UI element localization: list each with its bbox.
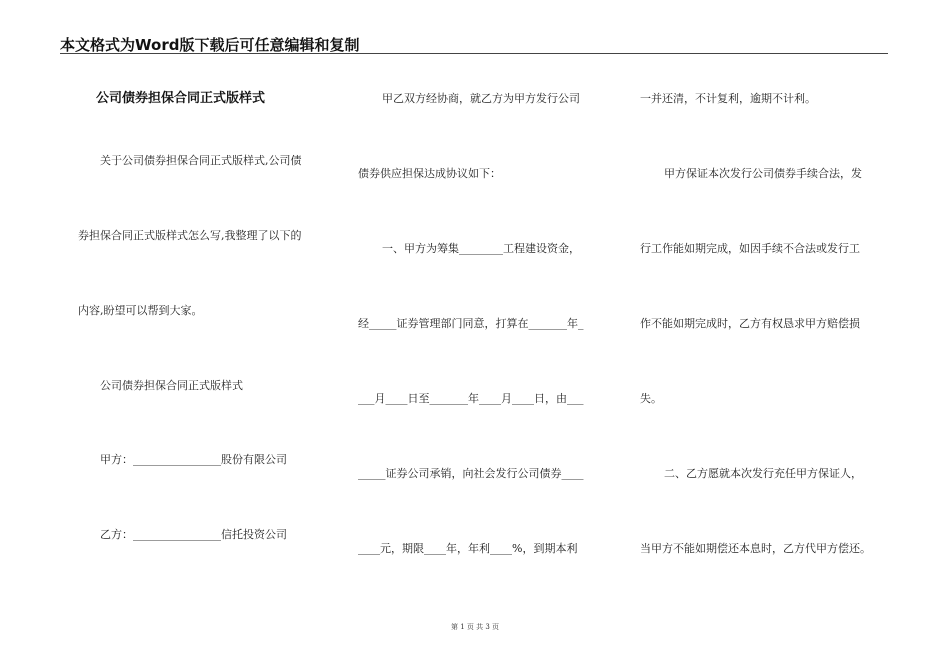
text-line: 经_____证券管理部门同意，打算在_______年_ — [358, 317, 584, 330]
text-line: ___月____日至_______年____月____日，由___ — [358, 392, 584, 405]
text-line: 一并还清，不计复利，逾期不计利。 — [640, 92, 816, 105]
text-line: 当甲方不能如期偿还本息时，乙方代甲方偿还。 — [640, 542, 871, 555]
page-header: 本文格式为Word版下载后可任意编辑和复制 — [60, 36, 360, 54]
text-line: 债券供应担保达成协议如下： — [358, 167, 501, 180]
text-line: 甲乙双方经协商，就乙方为甲方发行公司 — [382, 92, 580, 105]
text-line: ____元，期限____年，年利____%，到期本利 — [358, 542, 578, 555]
text-line: 内容,盼望可以帮到大家。 — [78, 304, 203, 317]
text-line: 失。 — [640, 392, 662, 405]
text-line: 甲方保证本次发行公司债券手续合法，发 — [664, 167, 862, 180]
header-rule — [60, 53, 888, 54]
text-line: 作不能如期完成时，乙方有权恳求甲方赔偿损 — [640, 317, 860, 330]
text-line: _____证券公司承销，向社会发行公司债券____ — [358, 467, 584, 480]
text-line: 公司债券担保合同正式版样式 — [100, 379, 243, 392]
text-line: 二、乙方愿就本次发行充任甲方保证人， — [664, 467, 862, 480]
party-a-line: 甲方：________________股份有限公司 — [100, 453, 287, 466]
text-line: 行工作能如期完成，如因手续不合法或发行工 — [640, 242, 860, 255]
page-footer: 第 1 页 共 3 页 — [450, 623, 500, 631]
text-line: 一、甲方为筹集________工程建设资金， — [382, 242, 580, 255]
document-title: 公司债券担保合同正式版样式 — [96, 91, 266, 106]
text-line: 关于公司债券担保合同正式版样式,公司债 — [100, 154, 302, 167]
party-b-line: 乙方：________________信托投资公司 — [100, 528, 287, 541]
text-line: 券担保合同正式版样式怎么写,我整理了以下的 — [78, 229, 302, 242]
